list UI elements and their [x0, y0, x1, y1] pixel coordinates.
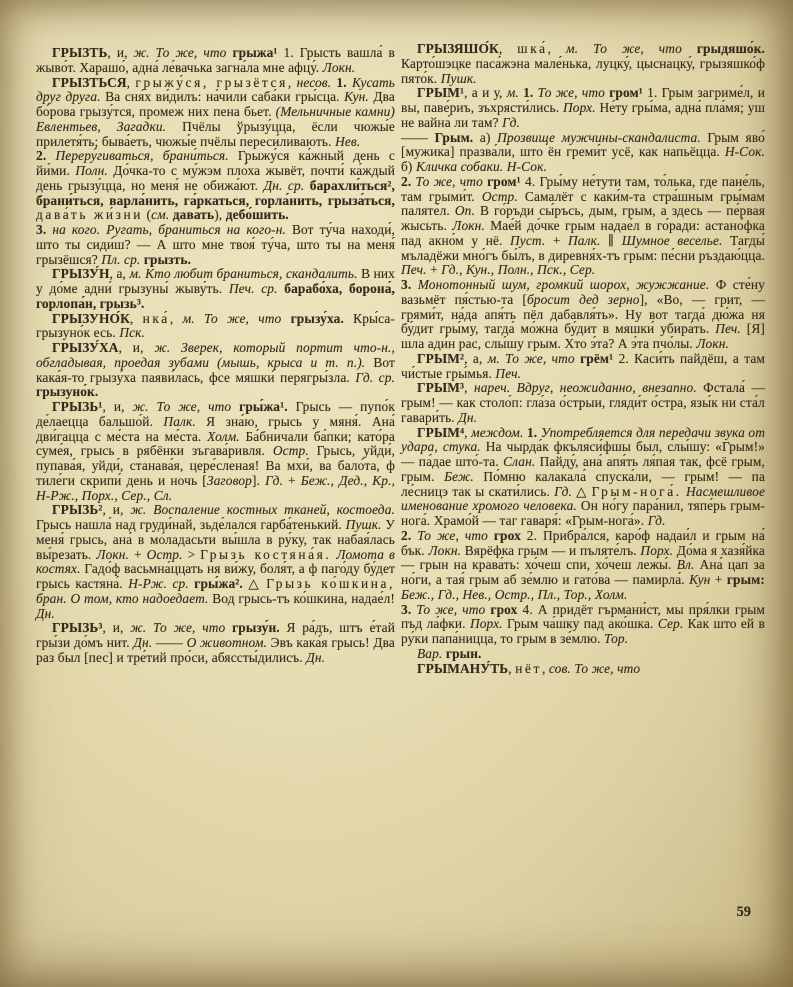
text-run: 1. Грым загриме́л, и вы, паве́риъ, зъхрясти́лись. — [401, 85, 765, 115]
text-run: гры́жа². — [194, 576, 243, 591]
text-run: Пск. — [119, 325, 146, 341]
text-run: Порх. — [469, 616, 503, 632]
text-run: Беж. — [444, 468, 474, 484]
text-run: ГРЫЗЬ² — [52, 502, 103, 518]
text-run: Как што ей в ру́ки папа́ницца, то грым в зе́млю. — [401, 616, 765, 646]
text-run: ГРЫЗЯШО́К — [417, 41, 499, 56]
text-run: Н-Сок. — [724, 144, 765, 160]
text-run: Пушк. — [345, 517, 382, 532]
dictionary-paragraph — [36, 621, 395, 665]
text-run: ГРЫЗЬ¹ — [52, 399, 103, 414]
text-run: 2. Прибра́лся, каро́ф надаи́л и грым на́ бък. — [401, 527, 765, 558]
text-run: , — [498, 41, 518, 56]
text-run: Дн. — [133, 635, 153, 650]
text-run: ж. То же, что — [130, 620, 233, 636]
text-run: Гд., Кун., Полн., Пск., Сер. — [441, 262, 596, 278]
text-run: грызуно́к. — [36, 384, 99, 400]
text-run: грызу́н. — [232, 620, 280, 636]
text-run: Дн. — [306, 649, 326, 665]
text-run: грын. — [445, 645, 482, 661]
text-run: △ — [242, 576, 267, 591]
text-run: Два бо́рова грызу́тся, промеж них пена бьет. — [36, 89, 395, 119]
text-run: 1. — [336, 74, 347, 90]
text-run: По́мню калакала́ спуска́ли, — грым! — па ле́сницэ так ы скати́лись. — [401, 468, 766, 499]
text-run: Вар. — [417, 645, 443, 661]
text-run: , и, — [102, 502, 131, 518]
text-run: , и, — [107, 45, 134, 60]
text-run: на кого. Ругать, браниться на кого-н. — [52, 222, 286, 237]
dictionary-paragraph — [401, 278, 765, 352]
text-run: Гд. — [265, 472, 283, 488]
text-run: , а и у, — [464, 85, 507, 101]
text-run: + — [129, 546, 147, 562]
text-run: м. То же, что — [487, 350, 581, 366]
text-run: 1. — [523, 85, 534, 101]
text-run: Карто́шэцке паса́жэна мале́нька, луцку́, цыснацку́, грызяшко́ф пято́к. — [401, 55, 765, 86]
text-run: Н-Рж. ср. — [128, 576, 189, 591]
text-run: Ф сте́ну вазьмёт пя́стью-та [ — [401, 277, 765, 307]
text-run: Грым. — [434, 129, 474, 145]
text-run: ж. Зверек, который портит что-н., обгладывая, проедая зубами (мышь, крыса и т. п.). — [36, 340, 395, 370]
text-run: Пчёлы ўрызу́цца, ёсли чюжы́е прилетя́ть; быва́еть, чюжы́е пчёлы переси́ливають. — [36, 118, 395, 149]
text-run: , — [129, 310, 143, 326]
text-run: Грысь — пупо́к де́лаецца бальшо́й. — [36, 399, 395, 429]
text-run: Вод грысь-тъ ко́шкина, надае́л! — [208, 590, 395, 606]
text-run: 1. Грысть вашла́ в жыво́т. Харашо́, адна́ ле́вачька загна́ла мне афцу́. — [36, 45, 395, 75]
text-run: О животном. — [186, 635, 267, 650]
text-run: В них у до́ме адни́ грызуны́ жыву́ть. — [36, 266, 395, 296]
text-run: Грызь ко́шкина, — [266, 576, 395, 591]
text-run: Монотонный шум, громкий шорох, жужжание. — [417, 277, 710, 292]
text-run: Порх. — [640, 542, 674, 558]
dictionary-paragraph — [401, 131, 765, 175]
page-number: 59 — [736, 904, 751, 920]
text-run: дава́ть жи́зни — [36, 207, 144, 223]
text-run: ГРЫЗТЬ — [52, 45, 108, 60]
text-run: , а, — [109, 266, 130, 282]
text-run: Слан. — [503, 454, 536, 469]
text-run: До́чка-то с му́жэм пло́ха жывёт, почти́ ка́ждый день грызу́цца, но меня́ не обижа́ют. — [36, 163, 395, 193]
dictionary-paragraph — [401, 352, 765, 382]
dictionary-column-left — [36, 46, 395, 666]
text-run: , и, — [102, 399, 133, 414]
text-run: 2. — [401, 173, 412, 189]
text-run: ж. То же, что — [133, 45, 233, 60]
dictionary-paragraph — [401, 529, 765, 603]
text-run: ГРЫМ¹ — [417, 85, 465, 101]
text-run: Прозвище мужчины-скандалиста. — [497, 129, 701, 145]
text-run: шка́ — [517, 41, 548, 56]
text-run: Печ. — [495, 365, 522, 381]
dictionary-paragraph — [401, 662, 765, 677]
text-run: Гд. — [554, 483, 572, 499]
text-run: + — [710, 572, 727, 587]
text-run: Тагды́ мъладёжи мно́гъ бы́лъ, в диревня́х-тъ грым: пе́сни ръздаю́цца. — [401, 232, 766, 263]
text-run: м. То же, что — [182, 310, 291, 326]
text-run: > — [182, 546, 201, 562]
text-run: 3. — [401, 601, 412, 617]
text-run: Я зна́ю, грысь у мяня́. Ана́ дви́гацца с ме́ста на ме́ста. — [36, 413, 396, 444]
text-run: У меня́ грысь, ана́ в мо́ладасьти вы́шла в ру́ку, так набая́лась вы́резать. — [36, 517, 395, 562]
text-run: Вот ту́ча находи́, што ты сиди́ш? — А што мне твоя́ ту́ча, што ты на меня́ грызёшся? — [36, 222, 395, 267]
text-run: Остр. — [146, 546, 183, 562]
text-run: ГРЫЗУ́ХА — [52, 340, 119, 355]
text-run: Дн. — [36, 605, 55, 621]
text-run: Грым-нога́. — [591, 483, 682, 499]
text-run: , — [126, 74, 136, 90]
text-run: Он но́гу пара́нил, тяпе́рь грым-нога́. Храмо́й — таг гаваря́: «Грым-нога́». — [401, 498, 765, 528]
dictionary-paragraph — [401, 42, 765, 86]
text-run: Тор. — [604, 631, 629, 646]
text-run: м. То же, что — [566, 41, 697, 56]
text-run: Пл. ср. — [101, 251, 141, 267]
text-run: ( — [143, 207, 152, 223]
text-run: —— — [401, 129, 435, 145]
text-run: Не́ту гры́ма, адна́ пла́мя; уш не вайна́ ли там? — [401, 100, 766, 130]
dictionary-paragraph — [36, 76, 395, 150]
text-run: грыжу́ся, грызётся — [135, 74, 288, 90]
dictionary-paragraph — [401, 86, 765, 130]
text-run: Остр. — [272, 443, 309, 459]
text-run: , и, — [102, 620, 131, 636]
text-run: Кличка собаки. Н-Сок. — [415, 159, 547, 174]
text-run: Я ра́дъ, штъ е́тай гры́зи до́мъ нит. — [36, 620, 395, 650]
text-run: + — [545, 232, 569, 248]
text-run: Локн. — [452, 218, 485, 233]
text-run: Сер. — [657, 616, 684, 632]
dictionary-paragraph — [401, 603, 765, 647]
text-run: Кун — [689, 572, 711, 587]
text-run: нёт — [515, 660, 542, 676]
text-run: грым: — [726, 572, 765, 587]
text-run: м. Кто любит браниться, скандалить. — [129, 266, 358, 282]
text-run: а) — [473, 129, 498, 145]
text-run: нареч. Вдруг, неожиданно, внезапно. — [473, 380, 697, 396]
text-run: Ба́бничали ба́пки; като́ра суме́я, грысь в рябёнки зъгава́ривля. — [36, 428, 395, 459]
text-run: Грым ча́шку пад ако́шка. — [502, 616, 658, 632]
text-run: ГРЫЗУНО́К — [52, 310, 130, 326]
text-run: То же, что — [416, 601, 491, 617]
text-run: сов. То же, что — [548, 660, 641, 676]
text-run: Пушк. — [440, 70, 477, 86]
text-run: гром¹ — [487, 173, 521, 189]
text-run: см. — [151, 207, 170, 223]
text-run: Фстала́ — грым! — как столо́п: гла́за о́стрыи, гляди́т о́стра, язы́к ни ста́л гавари́ть. — [401, 380, 765, 425]
text-run: , — [169, 310, 183, 326]
text-run: Грысь нашла́ над груди́най, зьде́лался гарба́тенький. — [36, 517, 346, 532]
dictionary-paragraph — [36, 400, 395, 503]
text-run: Грызь костяна́я. — [200, 546, 332, 562]
text-run: ж. Воспаление костных тканей, костоеда. — [130, 502, 395, 518]
text-run: Полн. — [75, 163, 108, 178]
dictionary-paragraph — [401, 175, 765, 278]
text-run: ∥ — [600, 232, 622, 248]
text-run: бран. О том, кто надоедает. — [36, 590, 209, 606]
text-run: Пайду́, ана́ апя́ть ля́пая так, фсё грым, грым. — [401, 454, 765, 484]
text-run: ГРЫМ⁴ — [417, 424, 465, 440]
text-run: Кры́са-грызуно́к есь. — [36, 310, 396, 341]
text-run: Грым яво́ [мужика] празва́ли, што ён греми́т усё, как напьёцца. — [401, 129, 765, 160]
text-run: ГРЫЗТЬСЯ — [52, 74, 127, 90]
text-run: междом. — [471, 424, 524, 440]
dictionary-paragraph — [401, 647, 765, 662]
text-run: + — [282, 472, 301, 488]
text-run: Печ. — [715, 321, 741, 337]
text-run: ГРЫМ³ — [417, 380, 465, 396]
text-run: , а, — [464, 350, 488, 366]
text-run: м. — [506, 85, 519, 101]
dictionary-paragraph — [36, 46, 395, 76]
text-run: Порх. — [563, 100, 596, 115]
text-run: (Мельничные камни) Евлентьев, Загадки. — [36, 104, 395, 134]
dictionary-paragraph — [401, 381, 765, 425]
text-run: грызу́ха. — [290, 310, 344, 326]
text-run: грох — [490, 601, 518, 617]
text-run: , — [287, 74, 297, 90]
text-run: То же, что — [415, 173, 488, 189]
text-run: Гадо́ф васьмна́ццать ня ви́жу, боля́т, а ф паго́ду бу́дет грысь кастяна́. — [36, 561, 395, 591]
text-run: ГРЫМ² — [417, 350, 465, 366]
text-run: ГРЫЗУ́Н — [52, 266, 110, 282]
text-run: грыжа¹ — [232, 45, 278, 60]
text-run: Гд. — [502, 114, 520, 130]
text-run: дебо́шить. — [225, 207, 289, 223]
text-run: Локн. — [96, 546, 130, 562]
text-run: барабо́ха, борона́, горлопа́н, грызь³. — [36, 281, 396, 311]
text-run: гры́жа¹. — [239, 399, 288, 414]
dictionary-paragraph — [36, 503, 395, 621]
text-run: То же, что — [537, 85, 610, 101]
dictionary-column-right — [401, 42, 765, 676]
text-run: 3. — [36, 222, 47, 237]
text-run: Переру́гиваться, брани́ться. — [55, 148, 229, 164]
text-run: △ — [571, 483, 592, 499]
text-run: Печ. — [401, 262, 427, 278]
text-run: Самалёт с каки́м-та стра́шным гры́мам паляте́л. — [401, 188, 765, 219]
text-run: Нев. — [335, 133, 361, 149]
dictionary-paragraph — [36, 341, 395, 400]
text-run: 4. Гры́му не́тути там, то́лька, где пане́ль, там грыми́т. — [401, 173, 765, 204]
text-run: несов. — [296, 74, 332, 90]
text-run: ]. — [251, 472, 266, 488]
text-run: грём¹ — [580, 350, 614, 366]
text-run: б) — [401, 159, 416, 174]
text-run: На чырда́к фкъляси́фшы был, слы́шу: «Грым!» — па́дае што́-та. — [401, 439, 765, 469]
text-run: , — [547, 41, 567, 56]
dictionary-paragraph — [36, 312, 395, 342]
text-run: нка́ — [142, 310, 170, 326]
text-run: Эвъ кака́я грысь! Два раз был [пес] и тре́тий про́си, абяссты́дилисъ. — [36, 635, 395, 665]
text-run: барахли́ться², брани́ться, варла́нить, га́ркаться, горла́нить, грыза́ться, — [36, 177, 396, 208]
text-run: Остр. — [481, 188, 518, 204]
text-run: , — [508, 660, 516, 676]
text-run: 3. — [401, 277, 412, 292]
text-run: грыдяшо́к. — [696, 41, 766, 56]
text-run: бросит дед зерно — [526, 291, 640, 307]
text-run: 1. — [526, 424, 538, 440]
text-run: Печ. ср. — [228, 281, 278, 296]
text-run: Пуст. — [510, 232, 546, 248]
text-run: Грыжу́ся ка́жный день с йи́ми. — [36, 148, 395, 178]
text-run: Ломота в костях. — [36, 546, 395, 577]
dictionary-paragraph — [36, 223, 395, 267]
text-run: ГРЫМАНУ́ТЬ — [417, 660, 509, 676]
text-run: ГРЫЗЬ³ — [52, 620, 103, 636]
text-run: + — [426, 262, 442, 278]
text-run: , — [464, 380, 474, 396]
text-run: То же, что — [417, 527, 494, 543]
text-run: Вот кака́я-то грызу́ха паяви́лась, фсе мяшки́ перягры́зла. — [36, 354, 395, 385]
text-run: Оп. — [454, 203, 475, 219]
text-run: Холм. — [207, 428, 240, 444]
text-run: Гд. ср. — [355, 369, 396, 385]
text-run: ж. То же, что — [132, 399, 240, 414]
text-run: Палк. — [163, 413, 196, 429]
text-run: 2. — [401, 527, 412, 543]
text-run: 2. Каси́ть пайдёш, а там чи́стые гры́мья. — [401, 350, 765, 381]
text-run: Гд. — [647, 513, 666, 528]
text-run: гром¹ — [609, 85, 643, 101]
text-run: Заговор — [206, 472, 252, 488]
text-run: Кун. — [344, 89, 369, 105]
text-run: Вярёфка грым — и пъляте́лъ. — [461, 542, 641, 558]
text-run: грызть. — [143, 251, 192, 267]
text-run: 4. А придёт гърмани́ст, мы пря́лки грым пъд ла́фки. — [401, 601, 765, 632]
dictionary-paragraph — [36, 267, 395, 311]
text-run: Ва сня́х ви́дилъ: на́чили саба́ки гры́сца. — [100, 89, 345, 105]
text-run: 2. — [36, 148, 47, 164]
text-run: Дн. — [458, 409, 478, 425]
text-run: Употребляется для передачи звука от удара, стука. — [401, 424, 766, 455]
text-run: ), — [214, 207, 226, 223]
text-run: дава́ть — [172, 207, 215, 223]
dictionary-paragraph — [36, 149, 395, 223]
dictionary-paragraph — [401, 426, 765, 529]
text-run: Ана́ цап за но́ги, а тая́ грым аб зе́млю и гато́ва — памирла́. — [401, 557, 765, 587]
text-run: До́ма я хазя́йка — грын на крава́ть: хо́чеш спи, хо́чеш лежы́. — [401, 542, 765, 573]
text-run: Беж., Дед., Кр., Н-Рж., Порх., Сер., Сл. — [36, 472, 396, 503]
text-run: ], «Во, — грит, — грями́т, на́да апя́ть пёл дабавля́ть». Ну вот тагда́ дю́жа ня бу́дит гры́му, тагда́ мо́жна бу́дит в мяшки́ убира́ть. — [401, 291, 766, 337]
text-run: Беж., Гд., Нев., Остр., Пл., Тор., Холм. — [401, 586, 628, 602]
text-run: Мае́й до́чке грым надае́л в го́ради: астано́фка пад акно́м у нё. — [401, 218, 766, 248]
text-run: Шумное веселье. — [621, 232, 723, 248]
text-run: Палк. — [568, 232, 601, 248]
text-run: [Я] шла ади́н рас, слы́шу грым. Хто э́та? А э́та пчо́лы. — [401, 321, 765, 351]
text-run: Локн. — [322, 59, 356, 75]
text-run: В го́ръди сы́ръсь, дым, грым, а здесь — пе́рвая жысьть. — [401, 203, 765, 233]
text-run: Кусать друг друга. — [36, 74, 396, 105]
text-run: Локн. — [696, 336, 729, 351]
text-run: , — [464, 424, 472, 440]
text-run: Локн. — [428, 542, 462, 558]
text-run: Насмешливое именование хромого человека. — [401, 483, 766, 514]
text-run: Дн. ср. — [263, 177, 305, 193]
text-run: Вл. — [676, 557, 695, 573]
text-run: , и, — [118, 340, 155, 355]
text-run: Грысь, уйди́, пупава́я, уйди́, станава́я, цере́сленая! Ва мхи́, ва бало́та, ф тиле́ги скрипи́ день и ночь [ — [36, 443, 395, 488]
text-run: , — [541, 660, 549, 676]
text-run: грох — [493, 527, 521, 543]
text-run: —— — [152, 635, 187, 650]
